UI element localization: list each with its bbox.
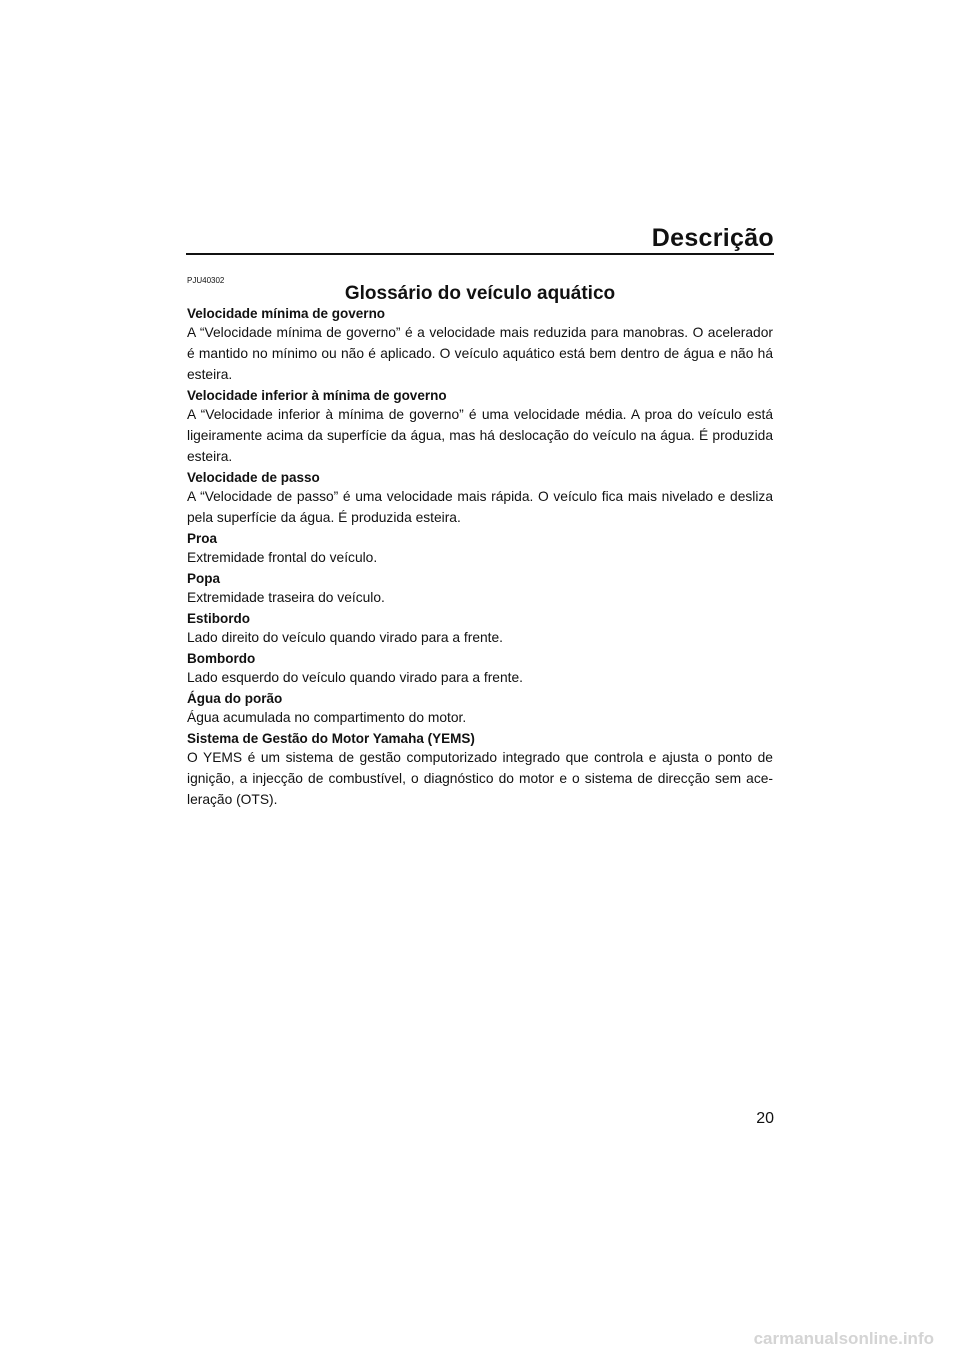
entry-definition: Lado direito do veículo quando virado para a frente. bbox=[187, 630, 504, 645]
glossary-entry bbox=[187, 731, 773, 810]
entry-definition: O YEMS é um sistema de gestão computorizado integrado que controla e ajusta o ponto de ignição, a injecção de combustível, o diagnóstico do motor e o sistema de direcção sem ace-leração (OTS). bbox=[187, 750, 773, 807]
glossary-entry bbox=[187, 388, 773, 467]
entry-definition: Água acumulada no compartimento do motor. bbox=[187, 710, 467, 725]
entry-definition: Extremidade traseira do veículo. bbox=[187, 590, 385, 605]
glossary-entry bbox=[187, 470, 773, 528]
header-rule bbox=[186, 253, 774, 255]
glossary-title: Glossário do veículo aquático bbox=[344, 283, 616, 304]
glossary-entry bbox=[187, 691, 773, 728]
entry-definition: A “Velocidade de passo” é uma velocidade mais rápida. O veículo fica mais nivelado e desliza pela superfície da água. É produzida esteira. bbox=[187, 489, 773, 525]
page-number: 20 bbox=[756, 1110, 774, 1127]
glossary-entry bbox=[187, 571, 773, 608]
glossary-entry bbox=[187, 531, 773, 568]
glossary-entry bbox=[187, 611, 773, 648]
entry-definition: A “Velocidade inferior à mínima de governo” é uma velocidade média. A proa do veículo está ligeiramente acima da superfície da água, mas há deslocação do veículo na água. É produzida esteira. bbox=[187, 407, 773, 464]
glossary-entry bbox=[187, 306, 773, 385]
entry-term: Estibordo bbox=[187, 611, 250, 626]
reference-code: PJU40302 bbox=[187, 276, 225, 285]
entry-term: Sistema de Gestão do Motor Yamaha (YEMS) bbox=[187, 731, 475, 746]
entry-definition: Lado esquerdo do veículo quando virado para a frente. bbox=[187, 670, 523, 685]
entry-term: Velocidade de passo bbox=[187, 470, 320, 485]
entry-term: Velocidade mínima de governo bbox=[187, 306, 386, 321]
watermark: carmanualsonline.info bbox=[753, 1329, 934, 1348]
entry-term: Popa bbox=[187, 571, 221, 586]
glossary-entry bbox=[187, 651, 773, 688]
entry-term: Água do porão bbox=[187, 691, 283, 706]
section-header: Descrição bbox=[651, 224, 774, 252]
entry-term: Proa bbox=[187, 531, 218, 546]
entry-term: Velocidade inferior à mínima de governo bbox=[187, 388, 447, 403]
entry-definition: Extremidade frontal do veículo. bbox=[187, 550, 378, 565]
glossary-body bbox=[187, 306, 773, 813]
entry-term: Bombordo bbox=[187, 651, 256, 666]
entry-definition: A “Velocidade mínima de governo” é a velocidade mais reduzida para manobras. O acelerador é mantido no mínimo ou não é aplicado. O veículo aquático está bem dentro de água e não há esteira. bbox=[187, 325, 773, 382]
